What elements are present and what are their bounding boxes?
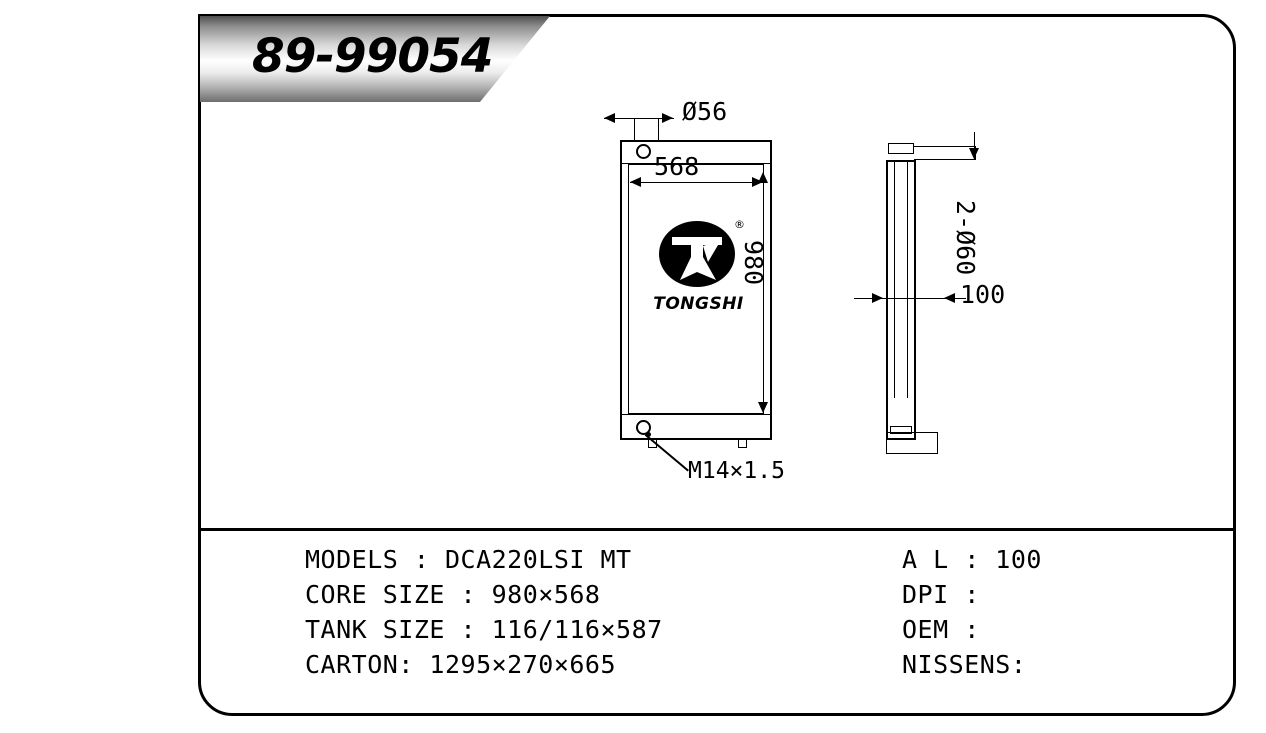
logo-mark-icon bbox=[658, 220, 736, 292]
brand-logo bbox=[646, 220, 751, 330]
spec-row-models: MODELS : DCA220LSI MT bbox=[305, 545, 632, 574]
spec-row-oem: OEM : bbox=[902, 615, 980, 644]
mounting-foot-right bbox=[738, 439, 747, 448]
core-width-label: 568 bbox=[654, 152, 700, 181]
core-height-arrow-up bbox=[758, 172, 768, 183]
ports-dim-arrow bbox=[969, 148, 979, 159]
spec-row-nissens: NISSENS: bbox=[902, 650, 1027, 679]
spec-table-left bbox=[305, 542, 663, 682]
spec-row-dpi: DPI : bbox=[902, 580, 980, 609]
drain-plug-label: M14×1.5 bbox=[688, 458, 785, 484]
side-top-pipe bbox=[914, 146, 976, 160]
core-height-dim-line bbox=[763, 172, 764, 412]
spec-table-right bbox=[902, 542, 1042, 682]
registered-trademark-icon: ® bbox=[734, 218, 745, 231]
side-core-lines bbox=[894, 162, 908, 398]
filler-cap-top bbox=[636, 144, 651, 159]
ports-label: 2-Ø60 bbox=[951, 200, 980, 276]
inlet-dim-arrow-right bbox=[662, 113, 673, 123]
core-width-arrow-left bbox=[630, 177, 641, 187]
part-number-text: 89-99054 bbox=[252, 29, 493, 84]
brand-name-text: TONGSHI bbox=[653, 294, 744, 314]
spec-row-core-size: CORE SIZE : 980×568 bbox=[305, 580, 601, 609]
part-number-plate bbox=[200, 16, 550, 102]
depth-arrow-left bbox=[872, 293, 883, 303]
spec-row-tank-size: TANK SIZE : 116/116×587 bbox=[305, 615, 663, 644]
section-divider bbox=[201, 528, 1233, 531]
side-bottom-outlet bbox=[886, 432, 938, 454]
depth-label: 100 bbox=[960, 280, 1006, 309]
inlet-dim-arrow-left bbox=[604, 113, 615, 123]
inlet-diameter-label: Ø56 bbox=[682, 97, 728, 126]
depth-arrow-right bbox=[944, 293, 955, 303]
inlet-ext-line-right bbox=[658, 118, 659, 142]
inlet-ext-line-left bbox=[634, 118, 635, 142]
core-width-dim-line bbox=[630, 182, 763, 183]
core-height-arrow-down bbox=[758, 402, 768, 413]
side-filler-neck bbox=[888, 143, 914, 154]
core-height-label: 980 bbox=[739, 240, 768, 286]
spec-row-al: A L : 100 bbox=[902, 545, 1042, 574]
spec-row-carton: CARTON: 1295×270×665 bbox=[305, 650, 617, 679]
